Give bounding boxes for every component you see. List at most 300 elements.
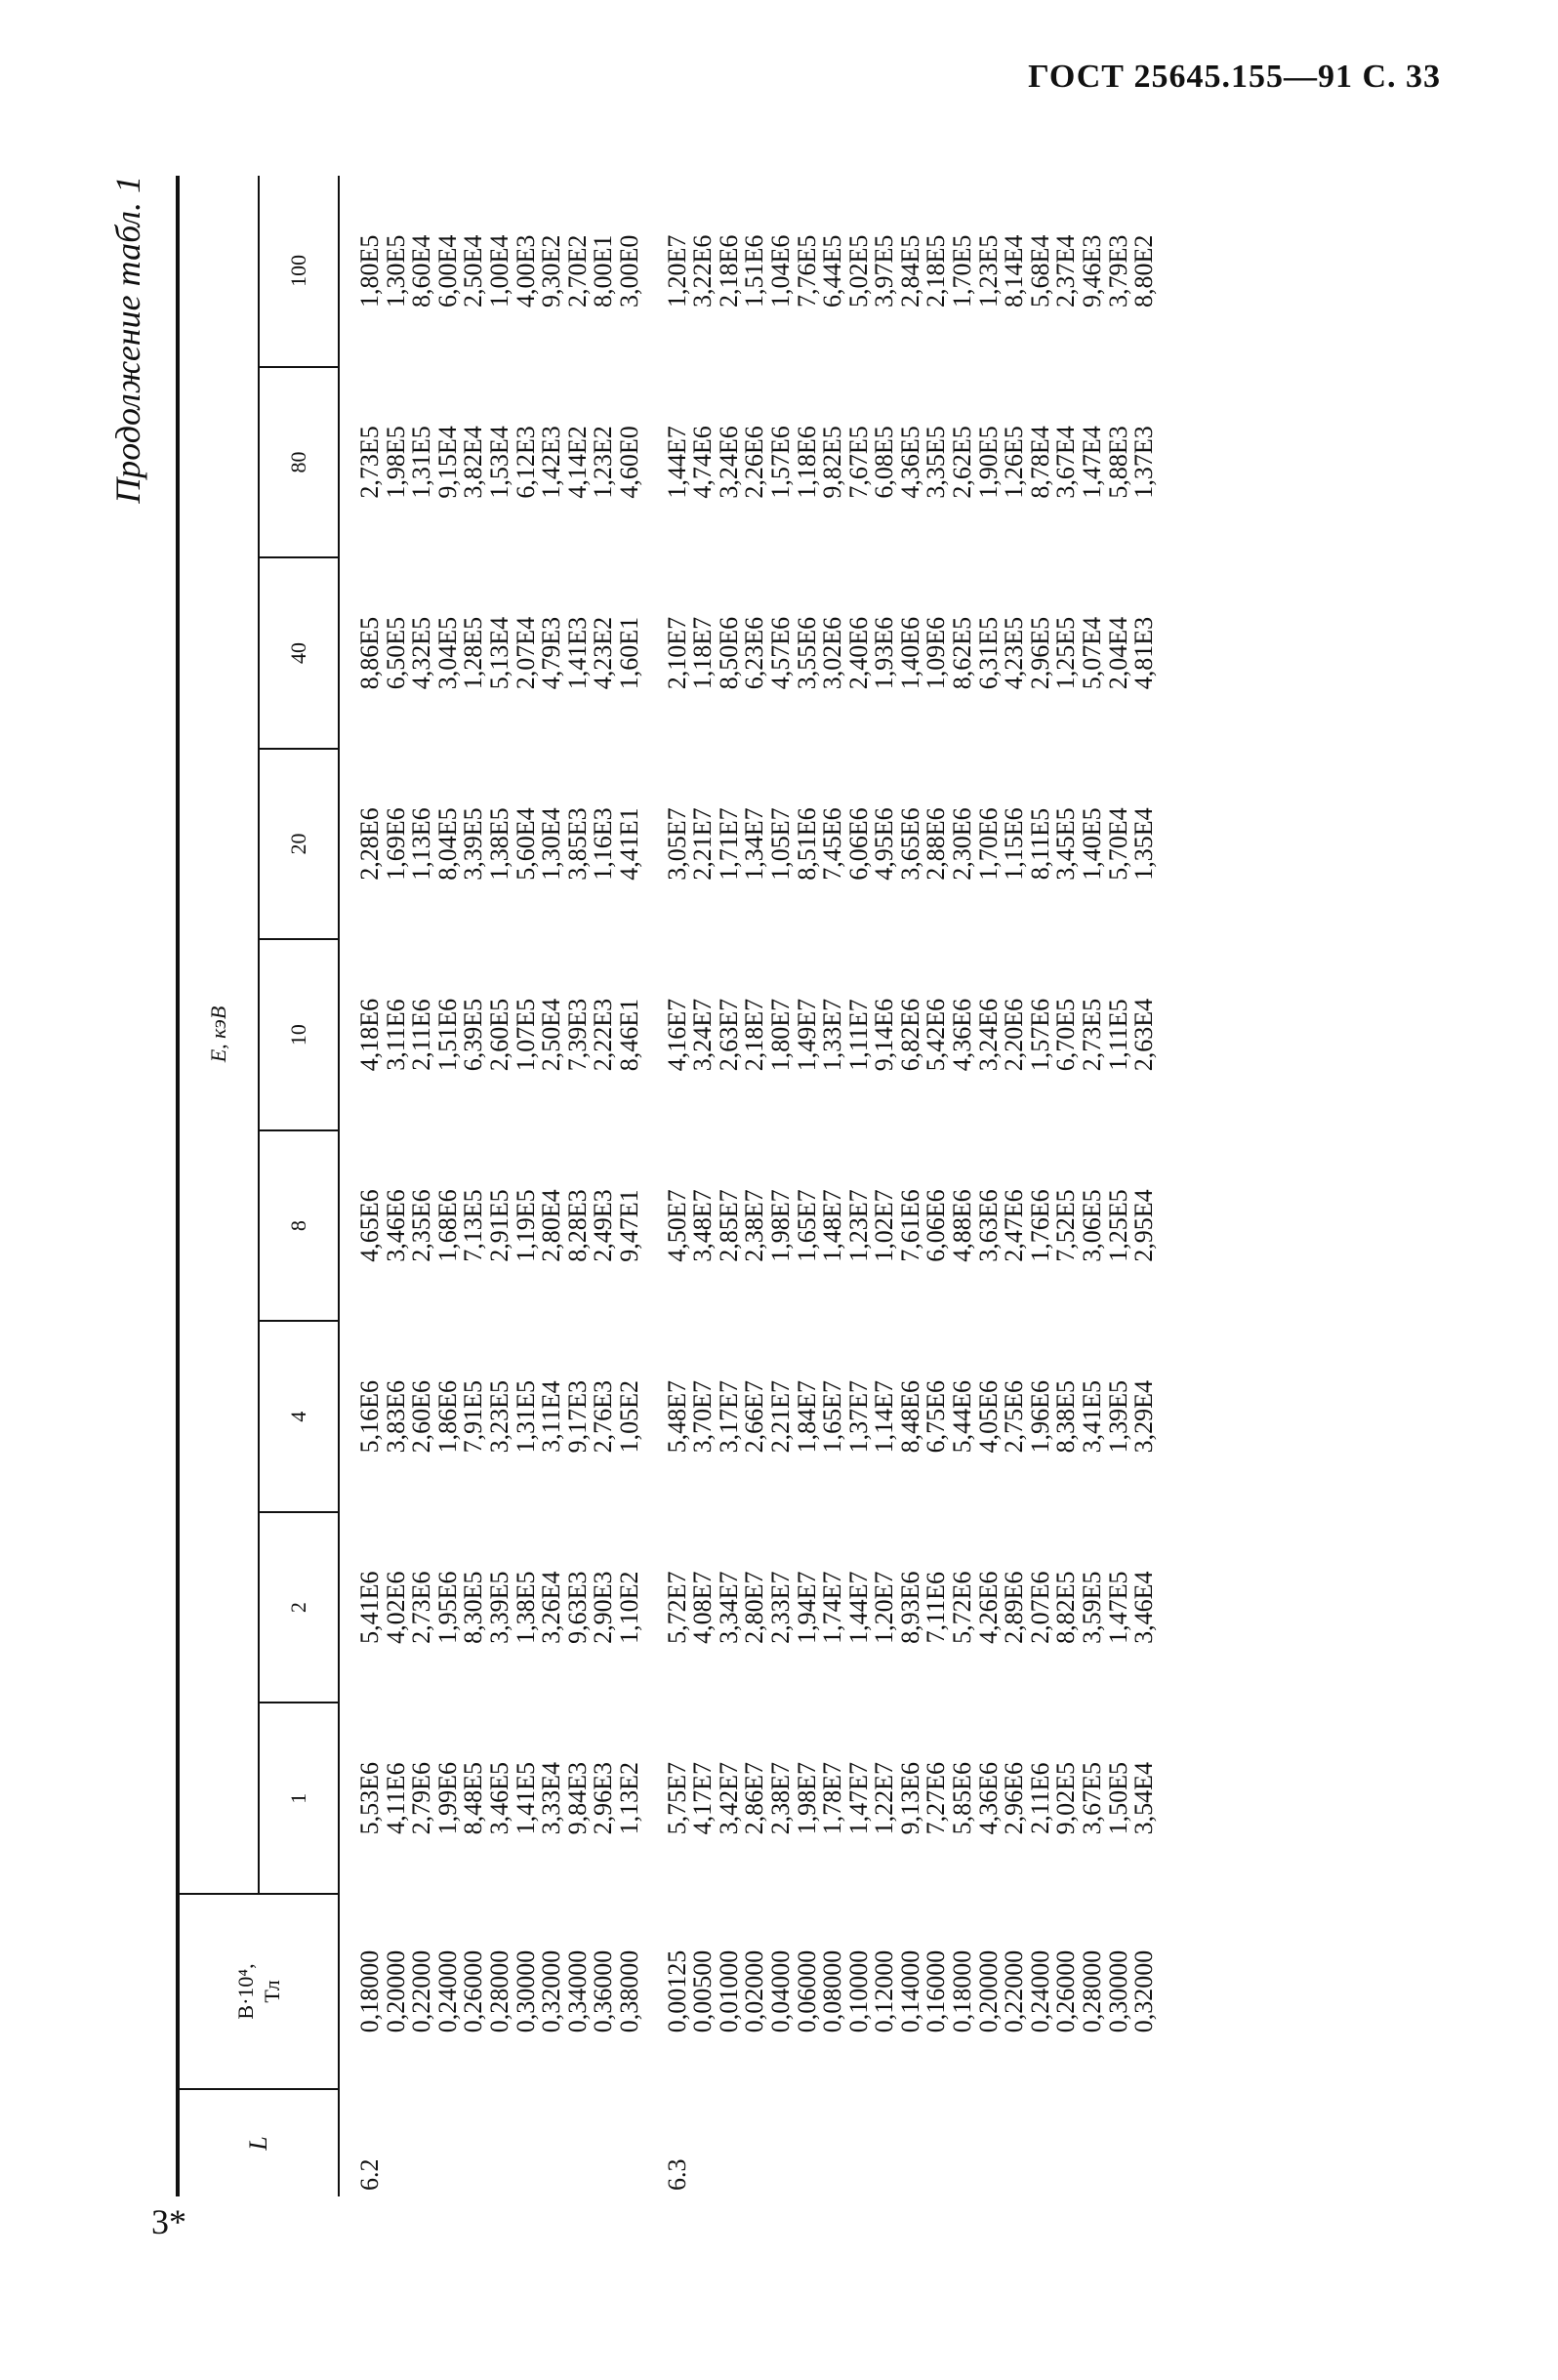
flux-value: 1,53E4 xyxy=(484,426,513,499)
flux-value: 9,13E6 xyxy=(895,1762,924,1835)
b-value: 0,28000 xyxy=(1078,1949,1107,2033)
flux-value: 4,36E6 xyxy=(948,998,977,1072)
flux-values-cell xyxy=(339,557,643,749)
flux-value: 1,18E6 xyxy=(792,426,821,499)
flux-value: 1,10E2 xyxy=(614,1571,643,1644)
flux-value: 3,33E4 xyxy=(537,1762,566,1835)
flux-value: 1,98E7 xyxy=(765,1189,795,1262)
flux-value: 5,44E6 xyxy=(948,1379,977,1454)
flux-value: 2,96E6 xyxy=(1000,1762,1029,1835)
flux-value: 3,24E7 xyxy=(688,998,718,1072)
flux-value: 3,41E5 xyxy=(1078,1379,1107,1454)
flux-value: 1,37E3 xyxy=(1129,426,1159,499)
flux-value: 2,88E6 xyxy=(922,807,951,881)
flux-value: 4,16E7 xyxy=(662,998,691,1072)
flux-value: 2,18E5 xyxy=(922,234,951,308)
flux-values-cell xyxy=(339,367,643,558)
flux-value: 1,44E7 xyxy=(662,426,691,499)
flux-value: 1,57E6 xyxy=(1025,998,1054,1072)
b-value: 0,26000 xyxy=(1051,1949,1081,2033)
flux-value: 6,06E6 xyxy=(922,1189,951,1262)
flux-value: 3,63E6 xyxy=(973,1189,1003,1262)
flux-value: 2,07E6 xyxy=(1025,1571,1054,1644)
flux-value: 2,35E6 xyxy=(407,1189,436,1262)
flux-value: 9,47E1 xyxy=(614,1189,643,1262)
flux-value: 1,35E4 xyxy=(1129,807,1159,881)
flux-value: 1,96E6 xyxy=(1025,1379,1054,1454)
b-value: 0,06000 xyxy=(792,1949,821,2033)
flux-value: 2,60E6 xyxy=(407,1379,436,1454)
flux-values-cell xyxy=(643,1512,1158,1703)
flux-value: 2,80E4 xyxy=(537,1189,566,1262)
flux-value: 6,31E5 xyxy=(973,616,1003,690)
flux-value: 4,17E7 xyxy=(688,1762,718,1835)
flux-value: 2,80E7 xyxy=(740,1571,769,1644)
flux-value: 6,82E6 xyxy=(895,998,924,1072)
flux-value: 4,23E5 xyxy=(1000,616,1029,690)
flux-value: 2,89E6 xyxy=(1000,1571,1029,1644)
page-header: ГОСТ 25645.155—91 С. 33 xyxy=(1028,59,1441,95)
flux-value: 5,88E3 xyxy=(1103,426,1132,499)
flux-value: 1,57E6 xyxy=(765,426,795,499)
flux-value: 8,93E6 xyxy=(895,1571,924,1644)
flux-value: 1,70E6 xyxy=(973,807,1003,881)
flux-value: 1,70E5 xyxy=(948,234,977,308)
flux-value: 2,96E5 xyxy=(1025,616,1054,690)
flux-value: 1,93E6 xyxy=(870,616,899,690)
flux-values-cell xyxy=(339,1130,643,1322)
flux-value: 9,84E3 xyxy=(562,1762,592,1835)
energy-header-row xyxy=(259,176,339,2196)
flux-value: 3,55E6 xyxy=(792,616,821,690)
flux-value: 2,73E5 xyxy=(355,426,384,499)
b-value: 0,24000 xyxy=(432,1949,462,2033)
flux-value: 3,24E6 xyxy=(714,426,743,499)
flux-value: 2,66E7 xyxy=(740,1379,769,1454)
flux-values-cell xyxy=(643,1130,1158,1322)
flux-values-cell xyxy=(339,1703,643,1894)
b-value: 0,20000 xyxy=(381,1949,410,2033)
flux-value: 4,26E6 xyxy=(973,1571,1003,1644)
flux-value: 1,44E7 xyxy=(843,1571,873,1644)
b-value: 0,01000 xyxy=(714,1949,743,2033)
b-value: 0,00500 xyxy=(688,1949,718,2033)
b-value: 0,22000 xyxy=(1000,1949,1029,2033)
table-row xyxy=(339,176,643,2196)
flux-value: 2,28E6 xyxy=(355,807,384,881)
flux-value: 1,16E3 xyxy=(589,807,618,881)
flux-value: 3,65E6 xyxy=(895,807,924,881)
flux-value: 1,04E6 xyxy=(765,234,795,308)
flux-value: 2,50E4 xyxy=(459,234,488,308)
flux-value: 3,42E7 xyxy=(714,1762,743,1835)
flux-value: 2,11E6 xyxy=(407,999,436,1071)
flux-value: 1,25E5 xyxy=(1103,1189,1132,1262)
flux-value: 5,70E4 xyxy=(1103,807,1132,881)
flux-value: 1,34E7 xyxy=(740,807,769,881)
flux-value: 2,40E6 xyxy=(843,616,873,690)
flux-value: 4,18E6 xyxy=(355,998,384,1072)
flux-value: 2,84E5 xyxy=(895,234,924,308)
flux-value: 8,38E5 xyxy=(1051,1379,1081,1454)
flux-value: 1,76E6 xyxy=(1025,1189,1054,1262)
l-value-cell: 6.2 xyxy=(355,2158,384,2191)
flux-values-cell xyxy=(643,749,1158,940)
flux-value: 1,22E7 xyxy=(870,1762,899,1835)
flux-value: 5,60E4 xyxy=(511,807,540,881)
flux-value: 9,02E5 xyxy=(1051,1762,1081,1835)
flux-value: 5,85E6 xyxy=(948,1762,977,1835)
flux-value: 3,82E4 xyxy=(459,426,488,499)
b-value: 0,02000 xyxy=(740,1949,769,2033)
flux-value: 5,48E7 xyxy=(662,1379,691,1454)
flux-value: 5,75E7 xyxy=(662,1762,691,1835)
flux-value: 2,73E5 xyxy=(1078,998,1107,1072)
flux-value: 3,11E4 xyxy=(537,1380,566,1453)
flux-value: 1,33E7 xyxy=(818,998,847,1072)
flux-value: 7,13E5 xyxy=(459,1189,488,1262)
flux-value: 1,80E7 xyxy=(765,998,795,1072)
flux-value: 3,35E5 xyxy=(922,426,951,499)
flux-value: 2,50E4 xyxy=(537,998,566,1072)
flux-value: 4,02E6 xyxy=(381,1571,410,1644)
flux-value: 1,86E6 xyxy=(432,1379,462,1454)
b-value: 0,18000 xyxy=(948,1949,977,2033)
flux-value: 4,88E6 xyxy=(948,1189,977,1262)
flux-value: 4,36E5 xyxy=(895,426,924,499)
l-value-cell: 6.3 xyxy=(662,2158,691,2191)
flux-value: 8,80E2 xyxy=(1129,234,1159,308)
flux-value: 3,17E7 xyxy=(714,1379,743,1454)
flux-value: 1,38E5 xyxy=(484,807,513,881)
flux-value: 1,18E7 xyxy=(688,616,718,690)
flux-value: 1,30E4 xyxy=(537,807,566,881)
b-value: 0,38000 xyxy=(614,1949,643,2033)
flux-value: 2,21E7 xyxy=(765,1379,795,1454)
flux-value: 2,85E7 xyxy=(714,1189,743,1262)
flux-value: 5,42E6 xyxy=(922,998,951,1072)
flux-value: 2,76E3 xyxy=(589,1379,618,1454)
header-energy-0: 1 xyxy=(259,1703,339,1894)
flux-value: 3,97E5 xyxy=(870,234,899,308)
flux-value: 2,63E7 xyxy=(714,998,743,1072)
flux-value: 3,79E3 xyxy=(1103,234,1132,308)
flux-value: 1,11E5 xyxy=(1103,999,1132,1071)
flux-value: 1,99E6 xyxy=(432,1762,462,1835)
flux-value: 2,96E3 xyxy=(589,1762,618,1835)
flux-value: 4,81E3 xyxy=(1129,616,1159,690)
flux-value: 3,85E3 xyxy=(562,807,592,881)
flux-value: 8,62E5 xyxy=(948,616,977,690)
header-energy-8: 100 xyxy=(259,176,339,367)
flux-value: 8,51E6 xyxy=(792,807,821,881)
flux-value: 1,40E5 xyxy=(1078,807,1107,881)
flux-value: 2,20E6 xyxy=(1000,998,1029,1072)
flux-value: 6,08E5 xyxy=(870,426,899,499)
flux-value: 2,38E7 xyxy=(765,1762,795,1835)
flux-value: 7,39E3 xyxy=(562,998,592,1072)
flux-value: 6,50E5 xyxy=(381,616,410,690)
flux-value: 4,32E5 xyxy=(407,616,436,690)
flux-values-cell xyxy=(643,1321,1158,1512)
flux-values-cell xyxy=(643,557,1158,749)
flux-value: 1,13E2 xyxy=(614,1762,643,1835)
flux-value: 7,52E5 xyxy=(1051,1189,1081,1262)
b-value: 0,16000 xyxy=(922,1949,951,2033)
flux-value: 8,46E1 xyxy=(614,998,643,1072)
flux-value: 1,69E6 xyxy=(381,807,410,881)
flux-value: 8,11E5 xyxy=(1025,807,1054,881)
flux-value: 6,23E6 xyxy=(740,616,769,690)
flux-value: 1,15E6 xyxy=(1000,807,1029,881)
flux-value: 9,82E5 xyxy=(818,426,847,499)
flux-values-cell xyxy=(339,1321,643,1512)
flux-value: 3,24E6 xyxy=(973,998,1003,1072)
flux-values-cell xyxy=(339,749,643,940)
flux-value: 1,38E5 xyxy=(511,1571,540,1644)
flux-value: 1,95E6 xyxy=(432,1571,462,1644)
header-energy-6: 40 xyxy=(259,557,339,749)
header-l: L xyxy=(178,2089,339,2196)
flux-value: 1,65E7 xyxy=(818,1379,847,1454)
flux-value: 5,53E6 xyxy=(355,1762,384,1835)
flux-value: 2,38E7 xyxy=(740,1189,769,1262)
flux-value: 1,40E6 xyxy=(895,616,924,690)
flux-value: 2,30E6 xyxy=(948,807,977,881)
header-energy-2: 4 xyxy=(259,1321,339,1512)
flux-value: 1,78E7 xyxy=(818,1762,847,1835)
flux-value: 1,09E6 xyxy=(922,616,951,690)
flux-values-cell xyxy=(643,1703,1158,1894)
flux-value: 1,71E7 xyxy=(714,807,743,881)
flux-value: 1,65E7 xyxy=(792,1189,821,1262)
flux-value: 3,70E7 xyxy=(688,1379,718,1454)
header-b xyxy=(178,1894,339,2089)
flux-value: 1,39E5 xyxy=(1103,1379,1132,1454)
flux-value: 1,13E6 xyxy=(407,807,436,881)
header-energy-5: 20 xyxy=(259,749,339,940)
flux-value: 3,23E5 xyxy=(484,1379,513,1454)
flux-value: 2,22E3 xyxy=(589,998,618,1072)
flux-value: 2,11E6 xyxy=(1025,1762,1054,1834)
flux-value: 7,27E6 xyxy=(922,1762,951,1835)
b-value: 0,36000 xyxy=(589,1949,618,2033)
flux-value: 3,46E4 xyxy=(1129,1571,1159,1644)
table-caption: Продолжение табл. 1 xyxy=(108,176,147,504)
flux-value: 1,47E5 xyxy=(1103,1571,1132,1644)
flux-value: 3,06E5 xyxy=(1078,1189,1107,1262)
b-value: 0,34000 xyxy=(562,1949,592,2033)
flux-value: 6,44E5 xyxy=(818,234,847,308)
flux-value: 3,83E6 xyxy=(381,1379,410,1454)
flux-value: 8,28E3 xyxy=(562,1189,592,1262)
flux-value: 1,94E7 xyxy=(792,1571,821,1644)
flux-value: 6,75E6 xyxy=(922,1379,951,1454)
flux-value: 4,65E6 xyxy=(355,1189,384,1262)
flux-value: 3,11E6 xyxy=(381,999,410,1071)
b-value: 0,12000 xyxy=(870,1949,899,2033)
flux-value: 3,04E5 xyxy=(432,616,462,690)
flux-value: 1,11E7 xyxy=(843,999,873,1071)
flux-value: 4,57E6 xyxy=(765,616,795,690)
flux-value: 1,48E7 xyxy=(818,1189,847,1262)
flux-value: 1,28E5 xyxy=(459,616,488,690)
flux-value: 1,60E1 xyxy=(614,616,643,690)
flux-value: 4,60E0 xyxy=(614,426,643,499)
b-values-cell xyxy=(643,1894,1158,2089)
flux-value: 3,39E5 xyxy=(484,1571,513,1644)
flux-value: 1,25E5 xyxy=(1051,616,1081,690)
flux-value: 7,61E6 xyxy=(895,1189,924,1262)
flux-values-cell xyxy=(339,939,643,1130)
flux-value: 6,06E6 xyxy=(843,807,873,881)
flux-value: 9,17E3 xyxy=(562,1379,592,1454)
b-value: 0,18000 xyxy=(355,1949,384,2033)
flux-value: 6,70E5 xyxy=(1051,998,1081,1072)
rotated-table-panel xyxy=(107,176,1455,2196)
flux-value: 5,02E5 xyxy=(843,234,873,308)
flux-value: 1,31E5 xyxy=(407,426,436,499)
flux-value: 2,63E4 xyxy=(1129,998,1159,1072)
flux-value: 8,30E5 xyxy=(459,1571,488,1644)
flux-value: 2,73E6 xyxy=(407,1571,436,1644)
flux-value: 5,68E4 xyxy=(1025,234,1054,308)
flux-value: 8,78E4 xyxy=(1025,426,1054,499)
flux-value: 1,50E5 xyxy=(1103,1762,1132,1835)
flux-value: 1,05E7 xyxy=(765,807,795,881)
flux-value: 2,10E7 xyxy=(662,616,691,690)
flux-value: 3,05E7 xyxy=(662,807,691,881)
flux-value: 2,79E6 xyxy=(407,1762,436,1835)
table-row xyxy=(643,176,1158,2196)
flux-value: 8,48E6 xyxy=(895,1379,924,1454)
flux-value: 2,37E4 xyxy=(1051,234,1081,308)
flux-value: 5,41E6 xyxy=(355,1571,384,1644)
flux-value: 2,07E4 xyxy=(511,616,540,690)
flux-value: 7,67E5 xyxy=(843,426,873,499)
flux-value: 7,11E6 xyxy=(922,1571,951,1644)
flux-value: 1,20E7 xyxy=(870,1571,899,1644)
flux-value: 2,18E7 xyxy=(740,998,769,1072)
flux-value: 4,41E1 xyxy=(614,807,643,881)
b-values-cell xyxy=(339,1894,643,2089)
flux-value: 3,39E5 xyxy=(459,807,488,881)
flux-value: 1,98E7 xyxy=(792,1762,821,1835)
flux-value: 1,80E5 xyxy=(355,234,384,308)
flux-value: 1,47E4 xyxy=(1078,426,1107,499)
flux-value: 5,07E4 xyxy=(1078,616,1107,690)
flux-value: 1,26E5 xyxy=(1000,426,1029,499)
flux-value: 6,12E3 xyxy=(511,426,540,499)
flux-value: 3,02E6 xyxy=(818,616,847,690)
flux-value: 1,30E5 xyxy=(381,234,410,308)
flux-value: 1,07E5 xyxy=(511,998,540,1072)
flux-value: 9,15E4 xyxy=(432,426,462,499)
flux-value: 1,47E7 xyxy=(843,1762,873,1835)
flux-value: 4,50E7 xyxy=(662,1189,691,1262)
flux-value: 1,74E7 xyxy=(818,1571,847,1644)
flux-values-cell xyxy=(339,1512,643,1703)
flux-value: 8,14E4 xyxy=(1000,234,1029,308)
flux-value: 4,14E2 xyxy=(562,426,592,499)
flux-value: 1,37E7 xyxy=(843,1379,873,1454)
flux-value: 1,31E5 xyxy=(511,1379,540,1454)
b-value: 0,26000 xyxy=(459,1949,488,2033)
flux-value: 4,05E6 xyxy=(973,1379,1003,1454)
header-energy-7: 80 xyxy=(259,367,339,558)
flux-value: 1,51E6 xyxy=(432,998,462,1072)
flux-value: 7,76E5 xyxy=(792,234,821,308)
b-value: 0,28000 xyxy=(484,1949,513,2033)
flux-value: 3,54E4 xyxy=(1129,1762,1159,1835)
b-value: 0,22000 xyxy=(407,1949,436,2033)
flux-value: 3,46E5 xyxy=(484,1762,513,1835)
flux-value: 8,04E5 xyxy=(432,807,462,881)
flux-value: 2,95E4 xyxy=(1129,1189,1159,1262)
flux-value: 1,23E7 xyxy=(843,1189,873,1262)
flux-value: 1,14E7 xyxy=(870,1379,899,1454)
flux-value: 3,29E4 xyxy=(1129,1379,1159,1454)
flux-value: 3,00E0 xyxy=(614,234,643,308)
b-value: 0,14000 xyxy=(895,1949,924,2033)
flux-value: 1,90E5 xyxy=(973,426,1003,499)
flux-value: 2,70E2 xyxy=(562,234,592,308)
table-body xyxy=(339,176,1158,2196)
flux-value: 7,91E5 xyxy=(459,1379,488,1454)
flux-value: 1,23E2 xyxy=(589,426,618,499)
b-value: 0,30000 xyxy=(1103,1949,1132,2033)
flux-value: 4,23E2 xyxy=(589,616,618,690)
flux-value: 1,05E2 xyxy=(614,1379,643,1454)
flux-value: 5,72E7 xyxy=(662,1571,691,1644)
flux-value: 2,21E7 xyxy=(688,807,718,881)
flux-value: 6,39E5 xyxy=(459,998,488,1072)
flux-value: 8,86E5 xyxy=(355,616,384,690)
header-energy-4: 10 xyxy=(259,939,339,1130)
flux-value: 2,33E7 xyxy=(765,1571,795,1644)
flux-value: 4,36E6 xyxy=(973,1762,1003,1835)
flux-value: 3,34E7 xyxy=(714,1571,743,1644)
flux-value: 9,63E3 xyxy=(562,1571,592,1644)
flux-values-cell xyxy=(643,176,1158,367)
data-table xyxy=(176,176,1158,2196)
flux-value: 3,22E6 xyxy=(688,234,718,308)
b-value: 0,30000 xyxy=(511,1949,540,2033)
flux-value: 3,26E4 xyxy=(537,1571,566,1644)
flux-value: 2,62E5 xyxy=(948,426,977,499)
flux-value: 5,72E6 xyxy=(948,1571,977,1644)
flux-value: 1,02E7 xyxy=(870,1189,899,1262)
header-energy: E, кэВ xyxy=(178,176,259,1894)
flux-value: 5,16E6 xyxy=(355,1379,384,1454)
flux-value: 2,90E3 xyxy=(589,1571,618,1644)
flux-value: 3,48E7 xyxy=(688,1189,718,1262)
flux-value: 2,86E7 xyxy=(740,1762,769,1835)
flux-value: 1,23E5 xyxy=(973,234,1003,308)
flux-value: 8,00E1 xyxy=(589,234,618,308)
b-value: 0,32000 xyxy=(537,1949,566,2033)
flux-values-cell xyxy=(643,367,1158,558)
flux-value: 3,59E5 xyxy=(1078,1571,1107,1644)
flux-value: 1,51E6 xyxy=(740,234,769,308)
flux-value: 4,11E6 xyxy=(381,1762,410,1834)
flux-value: 2,91E5 xyxy=(484,1189,513,1262)
header-energy-3: 8 xyxy=(259,1130,339,1322)
flux-value: 8,48E5 xyxy=(459,1762,488,1835)
flux-value: 2,75E6 xyxy=(1000,1379,1029,1454)
flux-value: 3,67E4 xyxy=(1051,426,1081,499)
flux-value: 9,46E3 xyxy=(1078,234,1107,308)
